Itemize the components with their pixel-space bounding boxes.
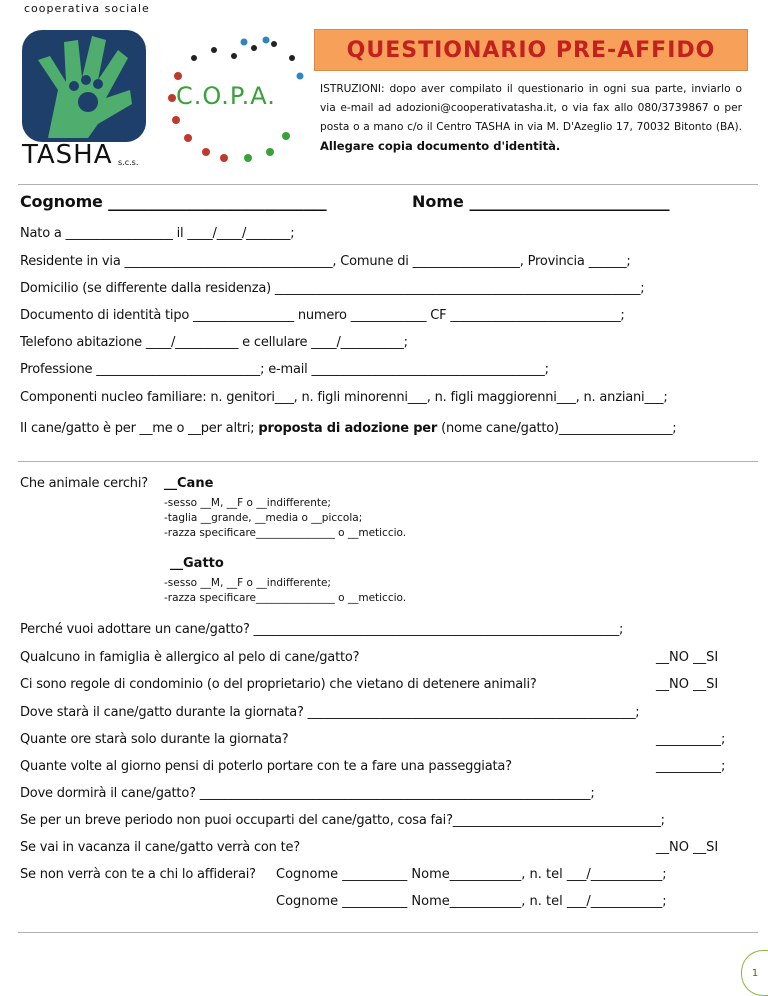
domicile-field[interactable]: Domicilio (se differente dalla residenza) __________________________________________________________; [20,281,645,296]
gatto-sex[interactable]: -sesso __M, __F o __indifferente; [164,577,331,589]
cognome-field[interactable]: Cognome ____________________________ [20,192,327,211]
caretaker-1-field[interactable]: Cognome __________ Nome___________, n. tel ___/___________; [276,867,667,882]
short-absence-field[interactable]: Se per un breve periodo non puoi occuparti del cane/gatto, cosa fai?_________________________________; [20,813,665,828]
caretaker-2-field[interactable]: Cognome __________ Nome___________, n. tel ___/___________; [276,894,667,909]
coop-label: cooperativa sociale [24,2,150,15]
sleep-location-field[interactable]: Dove dormirà il cane/gatto? ______________________________________________________________; [20,786,595,801]
walks-question: Quante volte al giorno pensi di poterlo portare con te a fare una passeggiata? [20,759,512,774]
divider [18,932,758,933]
profession-field[interactable]: Professione __________________________; e-mail _____________________________________; [20,362,549,377]
page-number: 1 [741,950,768,996]
caretaker-question: Se non verrà con te a chi lo affiderai? [20,867,256,882]
hours-alone-blank[interactable]: __________; [656,732,726,747]
animal-question: Che animale cerchi? [20,476,148,491]
why-adopt-field[interactable]: Perché vuoi adottare un cane/gatto? __________________________________________________________; [20,622,624,637]
page-title: QUESTIONARIO PRE-AFFIDO [314,29,748,71]
instructions-text: ISTRUZIONI: dopo aver compilato il questionario in ogni sua parte, inviarlo o via e-mail ad adozioni@cooperativatasha.it, o via fax allo 080/3739867 o per posta o a mano c/o il Centro TASHA in via M. D'Azeglio 17, 70032 Bitonto (BA). [320,83,742,133]
purpose-bold: proposta di adozione per [258,421,438,436]
cane-option[interactable]: __Cane [164,476,214,491]
vacation-options[interactable]: __NO __SI [656,840,719,855]
brand-name: TASHA [22,140,113,170]
nome-field[interactable]: Nome _________________________ [412,192,670,211]
brand-suffix: s.c.s. [118,158,139,167]
allergy-question: Qualcuno in famiglia è allergico al pelo di cane/gatto? [20,650,360,665]
divider [18,461,758,462]
birth-field[interactable]: Nato a _________________ il ____/____/_______; [20,226,295,241]
family-field[interactable]: Componenti nucleo familiare: n. genitori___, n. figli minorenni___, n. figli maggiorenni___, n. anziani___; [20,390,668,405]
document-field[interactable]: Documento di identità tipo ________________ numero ____________ CF ___________________________; [20,308,625,323]
gatto-option[interactable]: __Gatto [170,556,224,571]
divider [18,184,758,185]
cane-sex[interactable]: -sesso __M, __F o __indifferente; [164,497,331,509]
vacation-question: Se vai in vacanza il cane/gatto verrà con te? [20,840,301,855]
tasha-logo-icon [18,20,153,145]
copa-label: C.O.P.A. [176,82,276,110]
phone-field[interactable]: Telefono abitazione ____/__________ e cellulare ____/__________; [20,335,408,350]
instructions-bold: Allegare copia documento d'identità. [320,139,561,153]
walks-blank[interactable]: __________; [656,759,726,774]
hours-alone-question: Quante ore starà solo durante la giornata? [20,732,289,747]
allergy-options[interactable]: __NO __SI [656,650,719,665]
instructions [320,80,742,157]
gatto-breed[interactable]: -razza specificare_______________ o __meticcio. [164,592,407,604]
cane-breed[interactable]: -razza specificare_______________ o __meticcio. [164,527,407,539]
adoption-purpose-field[interactable] [20,421,677,436]
daytime-location-field[interactable]: Dove starà il cane/gatto durante la giornata? ____________________________________________________; [20,705,640,720]
purpose-post: (nome cane/gatto)__________________; [441,421,677,436]
residence-field[interactable]: Residente in via _________________________________, Comune di _________________, Provincia ______; [20,254,631,269]
condo-options[interactable]: __NO __SI [656,677,719,692]
condo-question: Ci sono regole di condominio (o del proprietario) che vietano di detenere animali? [20,677,537,692]
cane-size[interactable]: -taglia __grande, __media o __piccola; [164,512,363,524]
purpose-pre: Il cane/gatto è per __me o __per altri; [20,421,255,436]
